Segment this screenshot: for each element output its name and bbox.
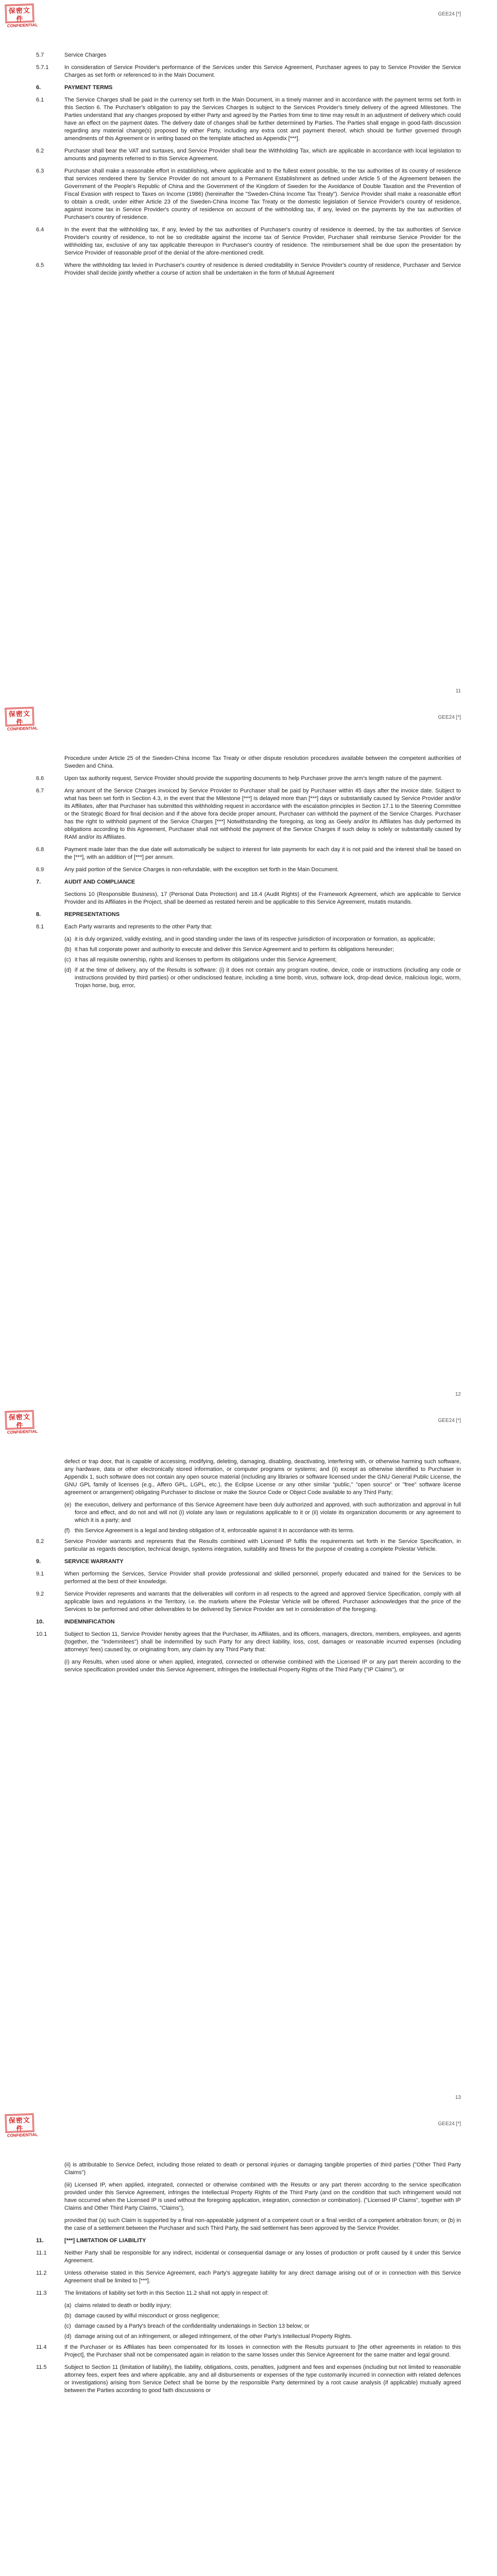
clause (36, 891, 461, 906)
confidential-stamp-icon: 保密文件 CONFIDENTIAL (5, 1410, 34, 1430)
continued-text: Procedure under Article 25 of the Sweden-China Income Tax Treaty or other dispute resolution procedures available between the competent authorities of Sweden and China. (64, 755, 461, 769)
clause-number: 6.3 (36, 168, 44, 174)
clause (36, 1570, 461, 1586)
sub-item-label: (f) (64, 1528, 70, 1534)
clause-text: Payment made later than the due date will automatically be subject to interest for late payments for each day it is not paid and the interest shall be based on the [***], with an addition of [***] per annum. (64, 846, 461, 860)
clause-text: Upon tax authority request, Service Provider should provide the supporting documents to help Purchaser prove the arm's length nature of the payment. (64, 775, 443, 782)
continued-text: provided that (a) such Claim is supported by a final non-appealable judgment of a competent court or a final verdict of a competent arbitration forum; or (b) in the case of a settlement between the Purchaser and such Third Party, the said settlement has been approved by the Service Provider. (64, 2217, 461, 2231)
clause-number: 6.2 (36, 148, 44, 154)
header-code: GEE24 [*] (438, 11, 461, 17)
sub-item-label: (d) (64, 2333, 72, 2340)
sub-item (64, 2302, 461, 2310)
sub-item-text: damage caused by wilful misconduct or gross negligence; (75, 2313, 220, 2319)
clause-number: 6.8 (36, 846, 44, 853)
clause-number: 6.9 (36, 867, 44, 873)
clause-number: 11.3 (36, 2290, 47, 2296)
sub-item-text: it has all requisite ownership, rights and licenses to perform its obligations under this Service Agreement; (75, 957, 337, 963)
continued-text: defect or trap door, that is capable of accessing, modifying, deleting, damaging, disabling, deactivating, interfering with, or otherwise harming such software, any hardware, data or other electronically stored information, or computer programs or systems; and (ii) except as otherwise identified to Purchaser in Appendix 1, such software does not contain any open source material (including any libraries or software licensed under the GNU General Public License, the GNU GPL family of licenses (e.g., Affero GPL, LGPL, etc.), the Eclipse License or any other similar "public," "open source" or "free" software license agreement or arrangement) obligating Purchaser to disclose or make the Source Code or Object Code available to any Third Party; (64, 1459, 461, 1496)
clause-number: 8.2 (36, 1538, 44, 1545)
sub-item-text: the execution, delivery and performance of this Service Agreement have been duly authorized and approved, with such authorization and approval in full force and effect, and do not and will not (i) violate any laws or regulations applicable to it or (ii) violate its organization documents or any agreement to which it is a party; and (75, 1502, 461, 1523)
clause (36, 52, 461, 59)
header-code: GEE24 [*] (438, 1418, 461, 1423)
sub-item-text: claims related to death or bodily injury; (75, 2302, 172, 2309)
header-code: GEE24 [*] (438, 715, 461, 720)
page-number: 12 (455, 1392, 461, 1397)
clause (36, 866, 461, 874)
sub-item (64, 2333, 461, 2341)
clause-text: Subject to Section 11, Service Provider hereby agrees that the Purchaser, its Affiliates, and its officers, managers, directors, members, employees, and agents (together, the "Indemnitees") shall be indemnified by such Party for any direct liability, loss, cost, damages or reasonable incurred expenses (including attorneys' fees) caused by, or originating from, any claim by any Third Party that: (64, 1631, 461, 1653)
clause-text: In the event that the withholding tax, if any, levied by the tax authorities of Purchaser's country of residence is deemed, by the tax authorities of Service Provider's country of residence, to not be so creditable against the income tax of Service Provider, Purchaser shall reimburse Service Provider for the withholding tax, exclusive of any tax applicable thereupon in Purchaser's country of residence. The reimbursement shall be due upon the presentation by Service Provider of reasonable proof of the denial of the afore-mentioned credit. (64, 227, 461, 256)
clause-number: 11.4 (36, 2344, 47, 2350)
clause-text: The Service Charges shall be paid in the currency set forth in the Main Document, in a timely manner and in accordance with the payment terms set forth in this Section 6. The Purchaser's obligation to pay the Services Charges is subject to the Services Provider's timely delivery of the agreed Milestones. The Parties understand that any changes proposed by either Party and agreed by the Parties from time to time may result in an adjustment of delivery which could have an effect on the payment dates. The delivery date of changes shall be further determined by Parties. The Parties shall engage in good-faith discussion regarding any material change(s) proposed by either Party, including any extra cost and payment thereof, which should be further governed through amendments of this Agreement or in writing based on the template attached as Appendix [***]. (64, 97, 461, 142)
clause-text: Any amount of the Service Charges invoiced by Service Provider to Purchaser shall be paid by Purchaser within 45 days after the invoice date. Subject to what has been set forth in Section 4.3, in the event that the Milestone [***] is delayed more than [***] days or substantially caused by Service Provider and/or its Affiliates, after that Purchaser has submitted this withholding request in accordance with the escalation principles in Section 17.1 to the Steering Committee or the Strategic Board for final decision and if the above fora decide proper amount, Purchaser can withhold the payment of the Service Charges. Purchaser has the right to withhold payment of the Service Charges [***] Notwithstanding the foregoing, as long as Geely and/or its Affiliates has duly performed its obligations according to this Agreement, Purchaser shall not withhold the payment of the Service Charges if such delay is solely or substantially caused by RAM and/or its Affiliates. (64, 788, 461, 840)
sub-item (64, 2312, 461, 2320)
sub-item-label: (b) (64, 2313, 72, 2319)
clause-text: Purchaser shall make a reasonable effort in establishing, where applicable and to the fullest extent possible, to the tax authorities of its country of residence that services rendered there by Service Provider do not amount to a Permanent Establishment as defined under Article 5 of the Agreement between the Government of the People's Republic of China and the Government of the Kingdom of Sweden for the Avoidance of Double Taxation and the Prevention of Fiscal Evasion with respect to Taxes on Income (1986) (hereinafter the "Sweden-China Income Tax Treaty"). Service Provider shall make a reasonable effort to obtain a credit, under either Article 23 of the Sweden-China Income Tax Treaty or the domestic legislation of Service Provider's country of residence, against income tax in Service Provider's country of residence on account of the withholding tax, if any, levied on the payments by the tax authorities of Purchaser's country of residence. (64, 168, 461, 221)
sub-item (64, 956, 461, 964)
clause-text: Where the withholding tax levied in Purchaser's country of residence is denied creditability in Service Provider's country of residence, Purchaser and Service Provider shall decide jointly whether a course of action shall be undertaken in the form of Mutual Agreement (64, 262, 461, 276)
page-12 (0, 703, 497, 1406)
clause (36, 64, 461, 79)
clause-text: AUDIT AND COMPLIANCE (64, 879, 135, 885)
clause-text: Service Charges (64, 52, 107, 58)
clause-text: REPRESENTATIONS (64, 911, 120, 918)
sub-item-text: it has full corporate power and authority to execute and deliver this Service Agreement and to perform its obligations hereunder; (75, 946, 395, 953)
clause (36, 787, 461, 841)
clause-text: (i) any Results, when used alone or when applied, integrated, connected or otherwise combined with the Licensed IP or any part therein according to the service specification provided under this Service Agreement, infringes the Intellectual Property Rights of the Third Party ("IP Claims"), or (64, 1659, 461, 1673)
clause-text: INDEMNIFICATION (64, 1619, 115, 1625)
sub-item-text: it is duly organized, validly existing, and in good standing under the laws of its respective jurisdiction of incorporation or formation, as applicable; (75, 936, 435, 942)
clause-number: 9.1 (36, 1571, 44, 1577)
sub-item-list (36, 936, 461, 990)
sub-item-text: damage arising out of an infringement, or alleged infringement, of the other Party's Intellectual Property Rights. (75, 2333, 352, 2340)
sub-item-list (36, 1501, 461, 1535)
clause-number (36, 891, 64, 906)
section-heading (36, 911, 461, 919)
clause-number: 11. (36, 2238, 44, 2244)
clause-number: 6.7 (36, 788, 44, 794)
sub-item (64, 2323, 461, 2330)
page-body (36, 1458, 461, 1679)
clause (36, 2344, 461, 2359)
clause-number: 11.1 (36, 2250, 47, 2256)
sub-item (64, 936, 461, 943)
clause (36, 96, 461, 143)
page-14 (0, 2110, 497, 2576)
section-heading (36, 1618, 461, 1626)
sub-item-label: (b) (64, 946, 72, 953)
clause-text: SERVICE WARRANTY (64, 1558, 124, 1565)
clause-number: 11.2 (36, 2270, 47, 2276)
sub-item-text: damage caused by a Party's breach of the confidentiality undertakings in Section 13 below; or (75, 2323, 310, 2329)
clause (36, 775, 461, 783)
clause-number: 5.7 (36, 52, 44, 58)
page-number: 11 (455, 688, 461, 694)
sub-item-label: (e) (64, 1502, 72, 1508)
clause (36, 2364, 461, 2395)
clause (36, 2269, 461, 2285)
sub-item (64, 946, 461, 954)
clause (36, 1631, 461, 1654)
sub-item (64, 1501, 461, 1524)
section-heading (36, 878, 461, 886)
clause-number: 6. (36, 84, 41, 91)
clause-number: 5.7.1 (36, 64, 49, 71)
clause (36, 262, 461, 277)
clause (36, 147, 461, 163)
clause (36, 1538, 461, 1553)
confidential-stamp-icon: 保密文件 CONFIDENTIAL (5, 707, 34, 726)
clause-number: 6.1 (36, 97, 44, 103)
clause (36, 2249, 461, 2265)
clause (36, 167, 461, 222)
clause-text: Each Party warrants and represents to the other Party that: (64, 924, 213, 930)
continued-text: (iii) Licensed IP, when applied, integrated, connected or otherwise combined with the Results or any part therein according to the service specification provided under this Service Agreement, infringes the Intellectual Property Rights of the Third Party (and on the condition that such infringement would not have occurred when the Licensed IP is used without the foregoing application, integration, connection or combination). ("Licensed IP Claims", together with IP Claims and Other Third Party Claims, "Claims"), (64, 2182, 461, 2211)
page-13 (0, 1406, 497, 2110)
clause-text: [***] LIMITATION OF LIABILITY (64, 2238, 146, 2244)
clause-number: 8. (36, 911, 41, 918)
sub-item-list (36, 2302, 461, 2341)
clause-text: When performing the Services, Service Provider shall provide professional and skilled personnel, properly educated and trained for the Services to be performed at the best of their knowledge. (64, 1571, 461, 1585)
clause-text: PAYMENT TERMS (64, 84, 113, 91)
section-heading (36, 1558, 461, 1566)
page-11 (0, 0, 497, 703)
sub-item-text: if at the time of delivery, any of the Results is software: (i) it does not contain any program routine, device, code or instructions (including any code or instructions provided by third parties) or other undisclosed feature, including a time bomb, virus, software lock, drop-dead device, malicious logic, worm, Trojan horse, bug, error, (75, 967, 461, 989)
sub-item (64, 1527, 461, 1535)
page-body (36, 755, 461, 993)
clause-text: Unless otherwise stated in this Service Agreement, each Party's aggregate liability for any direct damage arising out of or in connection with this Service Agreement shall be limited to [***]. (64, 2270, 461, 2284)
continued-text: (ii) is attributable to Service Defect, including those related to death or personal injuries or damaging tangible properties of third parties ("Other Third Party Claims") (64, 2162, 461, 2176)
clause (36, 846, 461, 861)
page-body (36, 2161, 461, 2399)
clause-number: 11.5 (36, 2364, 47, 2370)
page-number: 13 (455, 2095, 461, 2100)
sub-item-label: (c) (64, 957, 71, 963)
clause-number: 6.6 (36, 775, 44, 782)
clause-text: Neither Party shall be responsible for any indirect, incidental or consequential damage or any losses of production or profit caused by it under this Service Agreement. (64, 2250, 461, 2264)
clause-text: Any paid portion of the Service Charges is non-refundable, with the exception set forth in the Main Document. (64, 867, 339, 873)
page-body (36, 52, 461, 282)
sub-item-text: this Service Agreement is a legal and binding obligation of it, enforceable against it in accordance with its terms. (75, 1528, 354, 1534)
clause (36, 1590, 461, 1614)
clause-text: Sections 10 (Responsible Business), 17 (Personal Data Protection) and 18.4 (Audit Rights) of the Framework Agreement, which are applicable to Service Provider and its Affiliates in the Project, shall be deemed as restated herein and be applicable to this Service Agreement, mutatis mutandis. (64, 891, 461, 905)
clause-text: In consideration of Service Provider's performance of the Services under this Service Agreement, Purchaser agrees to pay to Service Provider the Service Charges as set forth or referenced to in the Main Document. (64, 64, 461, 78)
section-heading (36, 2237, 461, 2245)
sub-item-label: (a) (64, 936, 72, 942)
clause-text: If the Purchaser or its Affiliates has been compensated for its losses in connection with the Results pursuant to [the other agreements in relation to this Project], the Purchaser shall not be compensated again in relation to the same losses under this Service Agreement for the same matter and legal ground. (64, 2344, 461, 2358)
clause (36, 226, 461, 257)
clause-number: 6.5 (36, 262, 44, 268)
clause-number: 10. (36, 1619, 44, 1625)
clause (36, 923, 461, 931)
clause-text: Service Provider represents and warrants that the deliverables will conform in all respects to the agreed and approved Service Specification, comply with all applicable laws and regulations in the Territory, i.e. the markets where the Polestar Vehicle will be offered. Purchaser acknowledges that the price of the Services to be performed and other deliverables to be delivered by Service Provider are set in consideration of the foregoing. (64, 1591, 461, 1613)
clause-number (36, 1658, 64, 1674)
section-heading (36, 84, 461, 92)
sub-item-label: (d) (64, 967, 72, 973)
clause-text: Subject to Section 11 (limitation of liability), the liability, obligations, costs, penalties, judgment and fees and expenses (including but not limited to reasonable attorney fees, expert fees and where applicable, any and all disbursements or expenses of the type customarily incurred in connection with related defences or investigations) arising from Service Defect shall be borne by the responsible Party determined by a root cause analysis (if applicable) mutually agreed between the Parties according to good faith discussions or (64, 2364, 461, 2394)
clause-number: 9. (36, 1558, 41, 1565)
clause-number: 10.1 (36, 1631, 47, 1637)
sub-item-label: (c) (64, 2323, 71, 2329)
clause-number: 6.4 (36, 227, 44, 233)
clause (36, 1658, 461, 1674)
clause-text: Service Provider warrants and represents that the Results combined with Licensed IP fulfils the requirements set forth in the Service Specification, in particular as regards description, technical design, systems integration, suitability and fitness for the purpose of creating a complete Polestar Vehicle. (64, 1538, 461, 1552)
clause-number: 9.2 (36, 1591, 44, 1597)
clause-text: The limitations of liability set forth in this Section 11.2 shall not apply in respect of: (64, 2290, 269, 2296)
clause-text: Purchaser shall bear the VAT and surtaxes, and Service Provider shall bear the Withholding Tax, which are applicable in accordance with local legislation to amounts and payments referred to in this Service Agreement. (64, 148, 461, 162)
sub-item-label: (a) (64, 2302, 72, 2309)
confidential-stamp-icon: 保密文件 CONFIDENTIAL (5, 4, 34, 23)
header-code: GEE24 [*] (438, 2121, 461, 2127)
confidential-stamp-icon: 保密文件 CONFIDENTIAL (5, 2113, 34, 2133)
clause-number: 7. (36, 879, 41, 885)
clause-number: 8.1 (36, 924, 44, 930)
sub-item (64, 967, 461, 990)
clause (36, 2290, 461, 2297)
